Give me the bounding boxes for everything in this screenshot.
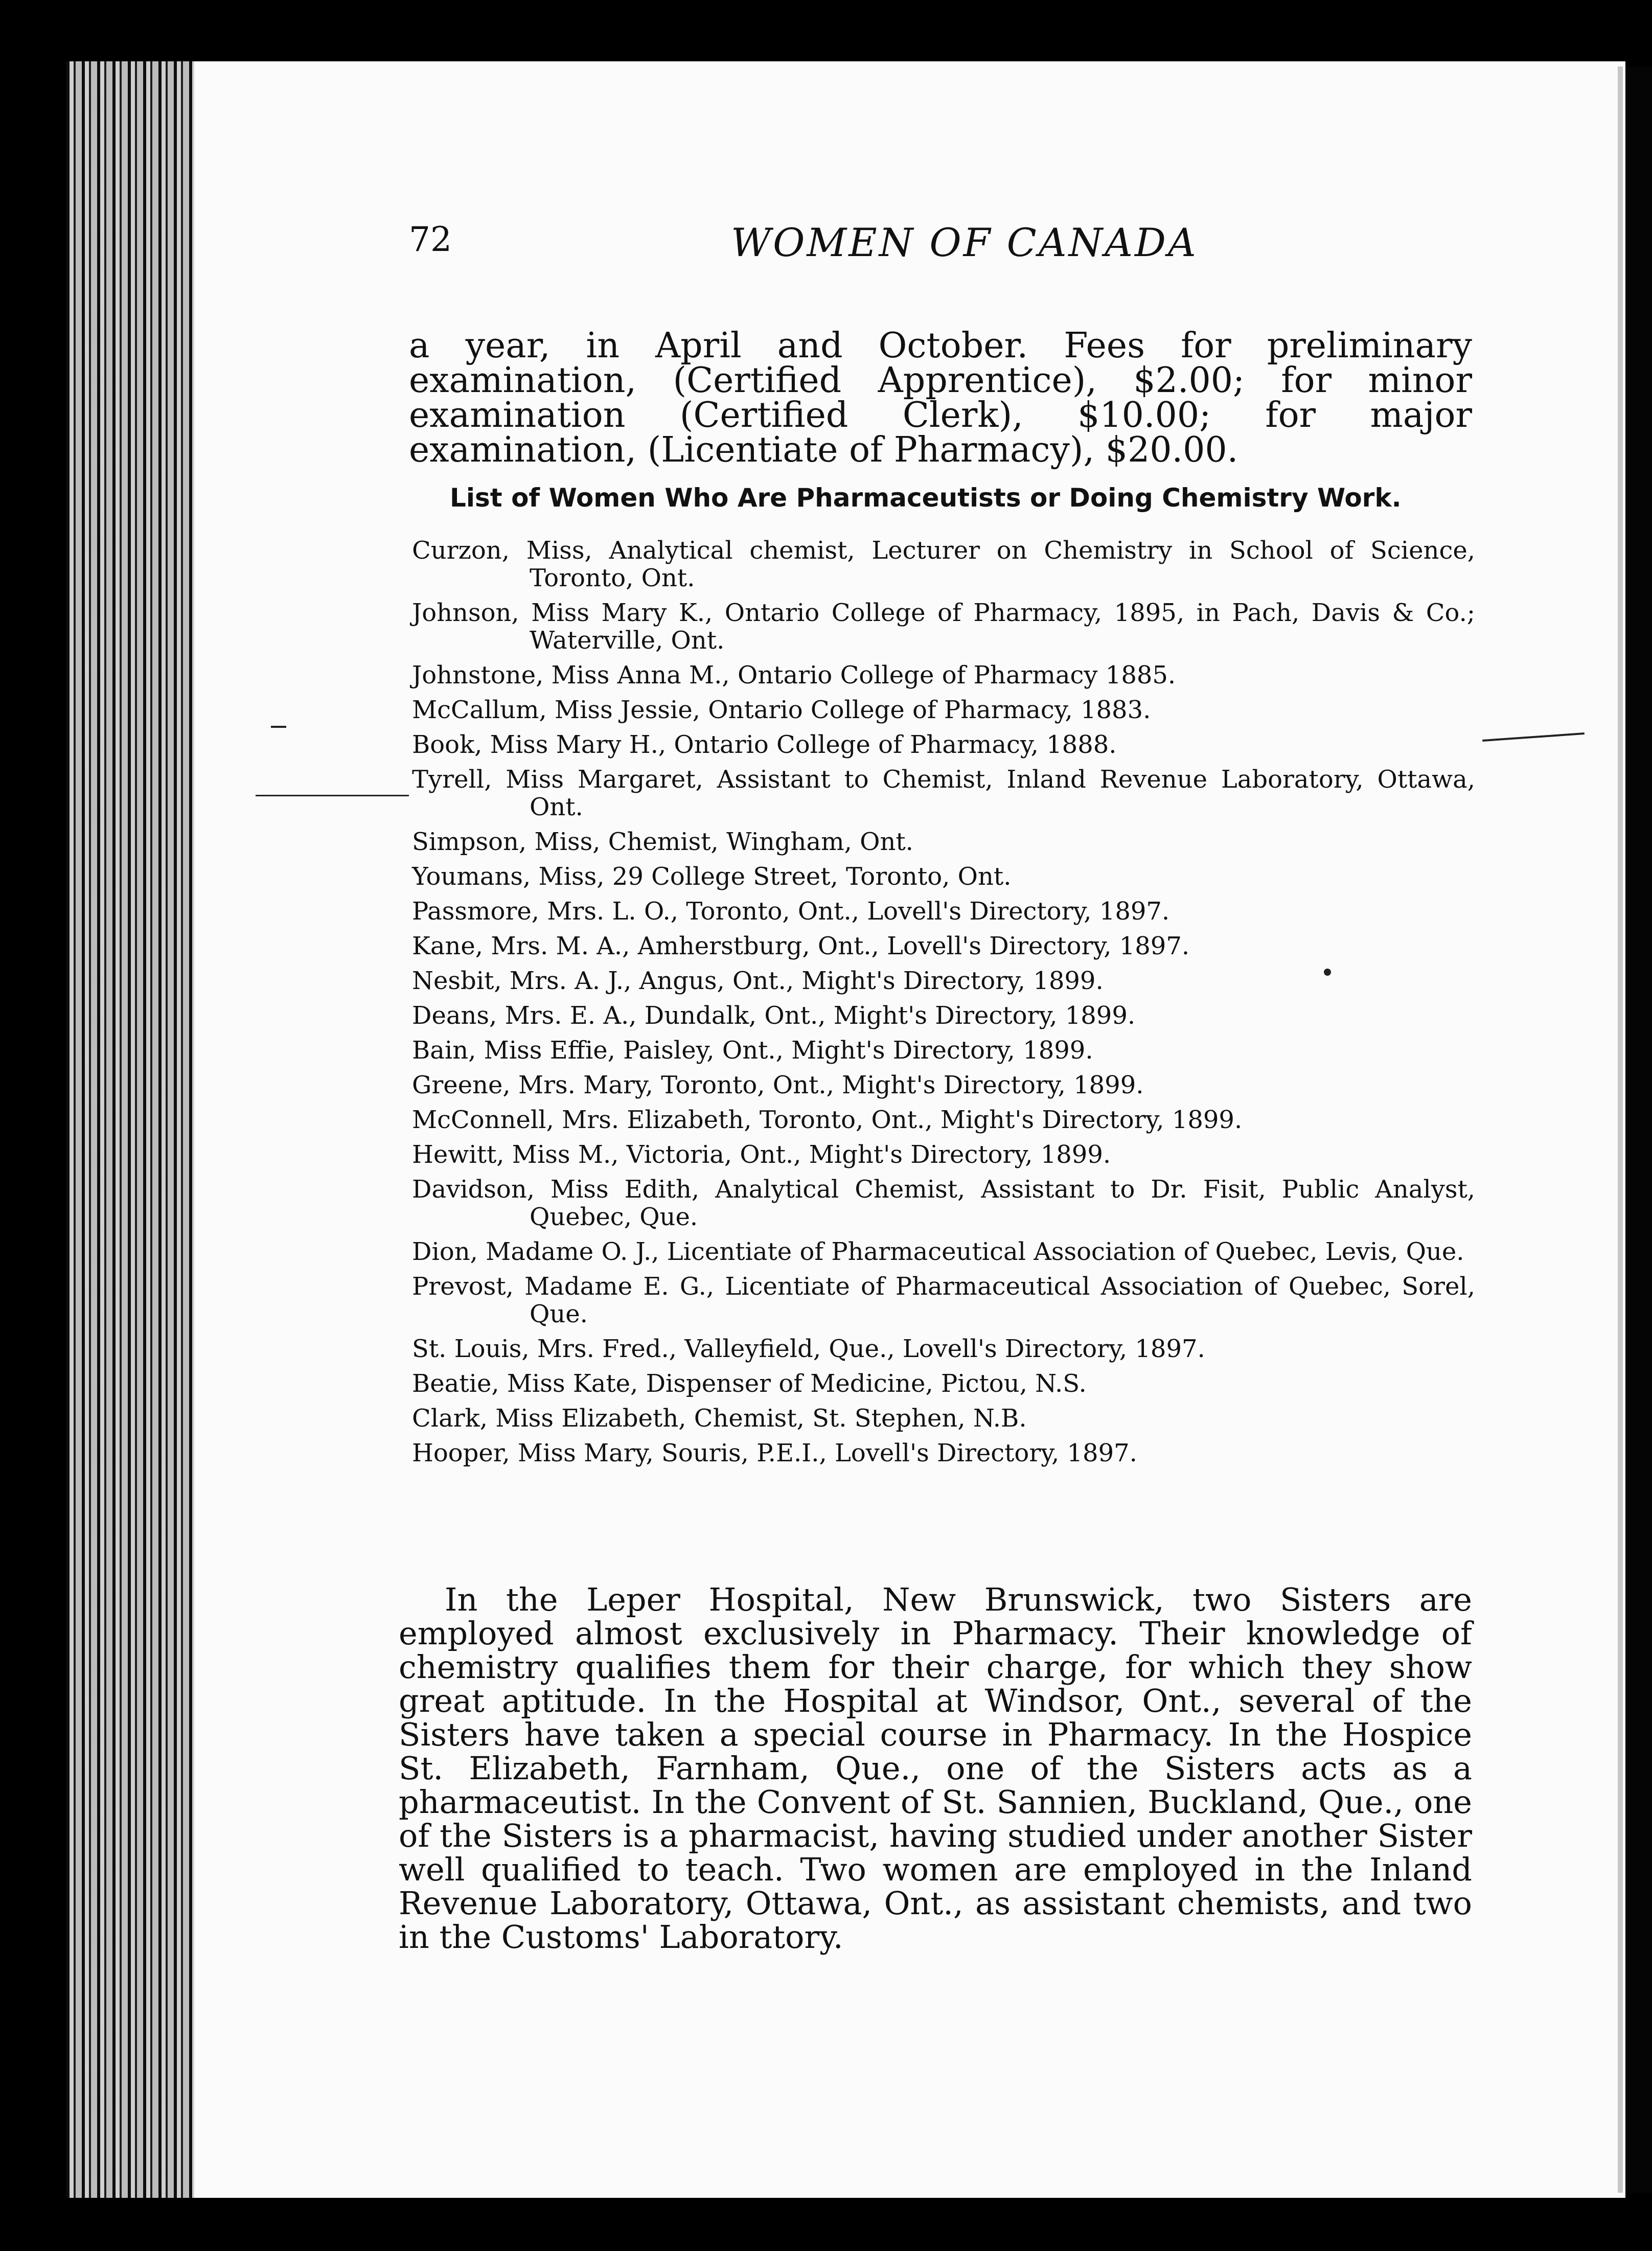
closing-paragraph: In the Leper Hospital, New Brunswick, two Sisters are employed almost exclusively in Pharmacy. Their knowledge of chemistry qualifies them for their charge, for which they show great aptitude. In the Hospital at Windsor, Ont., several of the Sisters have taken a special course in Pharmacy. In the Hospice St. Elizabeth, Farnham, Que., one of the Sisters acts as a pharmaceutist. In the Convent of St. Sannien, Buckland, Que., one of the Sisters is a pharmacist, having studied under another Sister well qualified to teach. Two women are employed in the Inland Revenue Laboratory, Ottawa, Ont., as assistant chemists, and two in the Customs' Laboratory. bbox=[399, 1581, 1472, 1956]
list-item: Dion, Madame O. J., Licentiate of Pharmaceutical Association of Quebec, Levis, Que. bbox=[412, 1237, 1464, 1266]
list-item: Hewitt, Miss M., Victoria, Ont., Might's Directory, 1899. bbox=[412, 1140, 1111, 1169]
list-item: Prevost, Madame E. G., Licentiate of Pharmaceutical Association of Quebec, Sorel, Que. bbox=[412, 1272, 1475, 1328]
list-item: Youmans, Miss, 29 College Street, Toronto, Ont. bbox=[412, 862, 1012, 891]
list-item: Beatie, Miss Kate, Dispenser of Medicine, Pictou, N.S. bbox=[412, 1369, 1087, 1398]
list-item: Johnstone, Miss Anna M., Ontario College of Pharmacy 1885. bbox=[412, 661, 1176, 690]
page-edge bbox=[1618, 66, 1623, 2193]
list-item: Passmore, Mrs. L. O., Toronto, Ont., Lovell's Directory, 1897. bbox=[412, 897, 1170, 926]
scan-speck bbox=[271, 726, 286, 728]
list-item: Greene, Mrs. Mary, Toronto, Ont., Might's Directory, 1899. bbox=[412, 1071, 1144, 1099]
list-item: Simpson, Miss, Chemist, Wingham, Ont. bbox=[412, 828, 913, 856]
pharmaceutist-list bbox=[412, 537, 1475, 1474]
list-item: Clark, Miss Elizabeth, Chemist, St. Stephen, N.B. bbox=[412, 1404, 1027, 1433]
list-item: Johnson, Miss Mary K., Ontario College of Pharmacy, 1895, in Pach, Davis & Co.; Waterville, Ont. bbox=[412, 599, 1475, 655]
list-item: Tyrell, Miss Margaret, Assistant to Chemist, Inland Revenue Laboratory, Ottawa, Ont. bbox=[412, 765, 1475, 821]
list-item: Kane, Mrs. M. A., Amherstburg, Ont., Lovell's Directory, 1897. bbox=[412, 932, 1190, 960]
list-item: Book, Miss Mary H., Ontario College of Pharmacy, 1888. bbox=[412, 730, 1117, 759]
list-item: St. Louis, Mrs. Fred., Valleyfield, Que., Lovell's Directory, 1897. bbox=[412, 1335, 1205, 1363]
scan-speck bbox=[1324, 969, 1331, 976]
page-number: 72 bbox=[409, 220, 452, 259]
list-item: Curzon, Miss, Analytical chemist, Lecturer on Chemistry in School of Science, Toronto, Ont. bbox=[412, 536, 1475, 592]
list-item: McConnell, Mrs. Elizabeth, Toronto, Ont., Might's Directory, 1899. bbox=[412, 1106, 1243, 1134]
intro-paragraph: a year, in April and October. Fees for preliminary examination, (Certified Apprentice), $2.00; for minor examination (Certified Clerk), $10.00; for major examination, (Licentiate of Pharmacy), $20.00. bbox=[409, 326, 1472, 470]
list-item: Bain, Miss Effie, Paisley, Ont., Might's Directory, 1899. bbox=[412, 1036, 1093, 1065]
list-heading: List of Women Who Are Pharmaceutists or Doing Chemistry Work. bbox=[450, 483, 1402, 513]
page-header bbox=[409, 220, 1513, 276]
facing-page-edge bbox=[1625, 66, 1652, 2193]
running-title: WOMEN OF CANADA bbox=[731, 220, 1198, 265]
list-item: McCallum, Miss Jessie, Ontario College of Pharmacy, 1883. bbox=[412, 696, 1151, 724]
scan-speck bbox=[256, 795, 409, 796]
list-item: Deans, Mrs. E. A., Dundalk, Ont., Might's Directory, 1899. bbox=[412, 1001, 1136, 1030]
book-gutter bbox=[66, 61, 194, 2198]
list-item: Davidson, Miss Edith, Analytical Chemist, Assistant to Dr. Fisit, Public Analyst, Quebec, Que. bbox=[412, 1175, 1475, 1231]
list-item: Nesbit, Mrs. A. J., Angus, Ont., Might's Directory, 1899. bbox=[412, 967, 1104, 995]
list-item: Hooper, Miss Mary, Souris, P.E.I., Lovell's Directory, 1897. bbox=[412, 1439, 1137, 1467]
